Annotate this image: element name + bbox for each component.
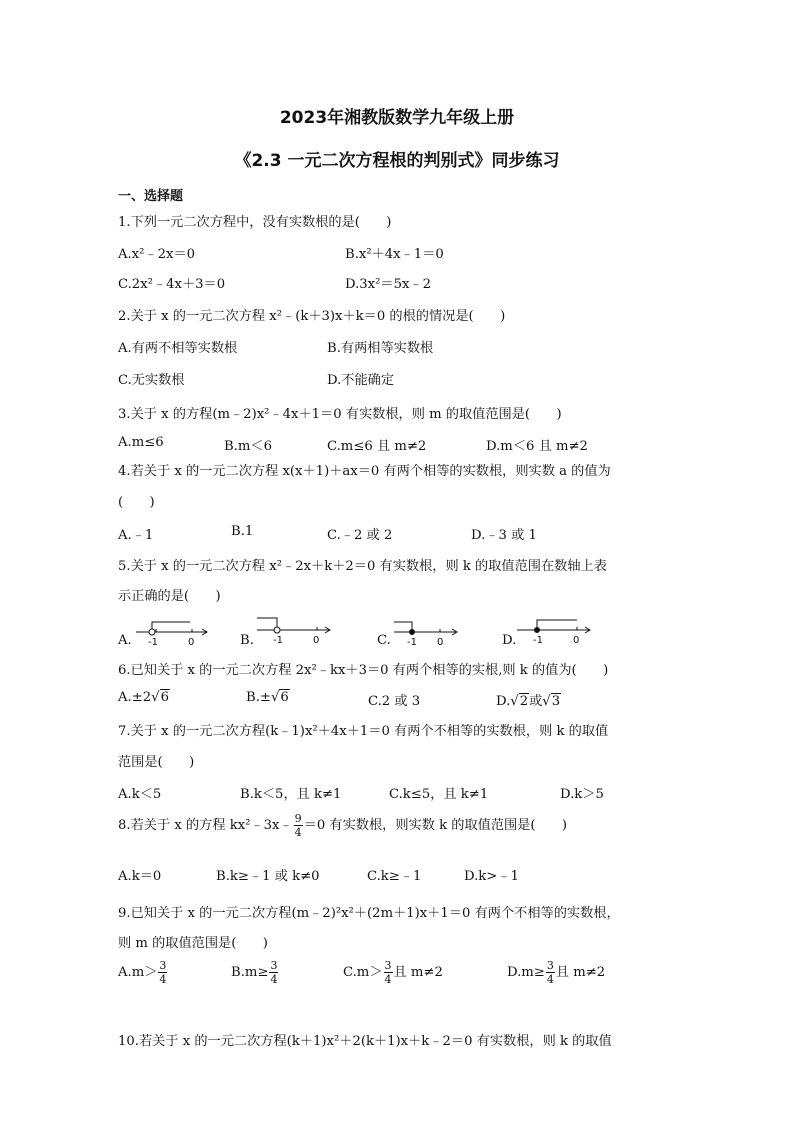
radical-sign: √	[510, 694, 519, 709]
q9-d-prefix: D.m≥	[507, 965, 545, 980]
q7-option-b: B.k＜5，且 k≠1	[240, 787, 342, 802]
q9-d-fraction	[546, 960, 555, 985]
q5-option-b: B.	[240, 633, 254, 648]
question-10: 10.若关于 x 的一元二次方程(k＋1)x²＋2(k＋1)x＋k﹣2＝0 有实数根，则 k 的取值	[118, 1034, 612, 1049]
question-9: 9.已知关于 x 的一元二次方程(m﹣2)²x²＋(2m＋1)x＋1＝0 有两个不相等的实数根，	[118, 906, 620, 921]
title-line-2: 《2.3 一元二次方程根的判别式》同步练习	[234, 151, 560, 171]
q5-b-label-neg1: -1	[273, 635, 283, 646]
q9-d-suffix: 且 m≠2	[555, 965, 606, 980]
q6-d-prefix: D.	[496, 694, 511, 709]
q8-fraction	[294, 813, 303, 838]
q1-option-d: D.3x²＝5x﹣2	[345, 277, 432, 292]
q5-number-line-c	[392, 616, 464, 650]
q7-option-d: D.k＞5	[560, 787, 604, 802]
q8-option-d: D.k>﹣1	[464, 869, 519, 884]
q9-b-denominator: 4	[270, 973, 278, 986]
q5-number-line-d	[515, 614, 595, 648]
q9-option-b	[231, 960, 279, 985]
q5-a-label-neg1: -1	[148, 637, 158, 648]
q2-option-d: D.不能确定	[327, 373, 395, 388]
q9-b-fraction	[269, 960, 278, 985]
q3-option-c: C.m≤6 且 m≠2	[327, 439, 427, 454]
q8-denominator: 4	[294, 826, 302, 839]
q5-c-label-0: 0	[437, 637, 444, 648]
q8-prefix: 8.若关于 x 的方程 kx²﹣3x﹣	[118, 818, 293, 833]
q4-option-b: B.1	[231, 524, 254, 539]
q4-option-a: A.﹣1	[118, 528, 154, 543]
q6-option-b	[246, 690, 290, 705]
q2-option-b: B.有两相等实数根	[327, 341, 434, 356]
q9-a-fraction	[158, 960, 167, 985]
q5-d-label-neg1: -1	[533, 635, 543, 646]
q9-c-suffix: 且 m≠2	[393, 965, 443, 980]
q5-option-d: D.	[502, 633, 517, 648]
question-8	[118, 813, 567, 838]
q6-b-radicand: 6	[280, 690, 289, 705]
q9-c-prefix: C.m＞	[343, 965, 383, 980]
q5-number-line-b	[255, 614, 337, 648]
q4-option-d: D.﹣3 或 1	[471, 528, 537, 543]
q3-option-a: A.m≤6	[118, 435, 164, 450]
q9-d-denominator: 4	[546, 973, 554, 986]
q7-option-c: C.k≤5，且 k≠1	[389, 787, 489, 802]
question-7: 7.关于 x 的一元二次方程(k﹣1)x²＋4x＋1＝0 有两个不相等的实数根，则 k 的取值	[118, 724, 609, 739]
radical-sign: √	[270, 690, 280, 705]
q6-b-prefix: B.±	[246, 690, 271, 705]
q5-c-label-neg1: -1	[407, 637, 417, 648]
q9-c-numerator: 3	[384, 959, 392, 972]
q9-b-prefix: B.m≥	[231, 965, 269, 980]
question-9-cont: 则 m 的取值范围是( )	[118, 936, 268, 951]
q3-option-b: B.m＜6	[224, 439, 272, 454]
question-4: 4.若关于 x 的一元二次方程 x(x＋1)＋ax＝0 有两个相等的实数根，则实数 a 的值为	[118, 464, 611, 479]
q2-option-a: A.有两不相等实数根	[118, 341, 238, 356]
title-line-1: 2023年湘教版数学九年级上册	[279, 108, 515, 128]
radical-sign: √	[151, 690, 160, 705]
q8-option-b: B.k≥﹣1 或 k≠0	[216, 869, 320, 884]
q9-c-fraction	[384, 960, 393, 985]
q8-suffix: ＝0 有实数根，则实数 k 的取值范围是( )	[303, 818, 568, 833]
q5-d-label-0: 0	[573, 635, 580, 646]
q9-option-d	[507, 960, 605, 985]
question-5-cont: 示正确的是( )	[118, 589, 221, 604]
q9-option-a	[118, 960, 168, 985]
q8-numerator: 9	[294, 812, 302, 825]
question-3: 3.关于 x 的方程(m﹣2)x²﹣4x＋1＝0 有实数根，则 m 的取值范围是( )	[118, 407, 562, 422]
q7-option-a: A.k＜5	[118, 787, 162, 802]
question-6: 6.已知关于 x 的一元二次方程 2x²﹣kx＋3＝0 有两个相等的实根,则 k 的值为( )	[118, 663, 609, 678]
q6-d-mid: 或	[529, 694, 543, 709]
q6-d-radicand-1: 2	[519, 694, 529, 709]
q9-option-c	[343, 960, 443, 985]
question-5: 5.关于 x 的一元二次方程 x²﹣2x＋k＋2＝0 有实数根，则 k 的取值范围在数轴上表	[118, 559, 607, 574]
q9-a-denominator: 4	[159, 973, 167, 986]
q1-option-a: A.x²﹣2x＝0	[118, 247, 196, 262]
q6-option-a	[118, 690, 170, 705]
q5-a-label-0: 0	[188, 637, 195, 648]
q9-b-numerator: 3	[270, 959, 278, 972]
q9-d-numerator: 3	[546, 959, 554, 972]
section-heading: 一、选择题	[118, 189, 184, 204]
q1-option-b: B.x²＋4x﹣1＝0	[345, 247, 444, 262]
q2-option-c: C.无实数根	[118, 373, 185, 388]
question-7-cont: 范围是( )	[118, 755, 195, 770]
q6-option-d	[496, 690, 561, 709]
q6-d-radicand-2: 3	[551, 694, 561, 709]
q5-number-line-a	[134, 616, 214, 650]
q5-option-c: C.	[377, 633, 391, 648]
q6-a-radicand: 6	[160, 690, 169, 705]
q5-b-label-0: 0	[313, 635, 320, 646]
question-2: 2.关于 x 的一元二次方程 x²﹣(k＋3)x＋k＝0 的根的情况是( )	[118, 309, 506, 324]
q5-option-a: A.	[118, 633, 132, 648]
q9-c-denominator: 4	[384, 973, 392, 986]
q9-a-numerator: 3	[159, 959, 167, 972]
q8-option-a: A.k＝0	[118, 869, 162, 884]
q8-option-c: C.k≥﹣1	[367, 869, 422, 884]
question-4-cont: ( )	[118, 495, 155, 510]
q9-a-prefix: A.m＞	[118, 965, 158, 980]
question-1: 1.下列一元二次方程中，没有实数根的是( )	[118, 215, 392, 230]
q4-option-c: C.﹣2 或 2	[327, 528, 393, 543]
q3-option-d: D.m＜6 且 m≠2	[486, 439, 588, 454]
q6-a-prefix: A.±2	[118, 690, 152, 705]
q6-option-c: C.2 或 3	[368, 694, 421, 709]
q1-option-c: C.2x²﹣4x＋3＝0	[118, 277, 226, 292]
radical-sign: √	[542, 694, 551, 709]
